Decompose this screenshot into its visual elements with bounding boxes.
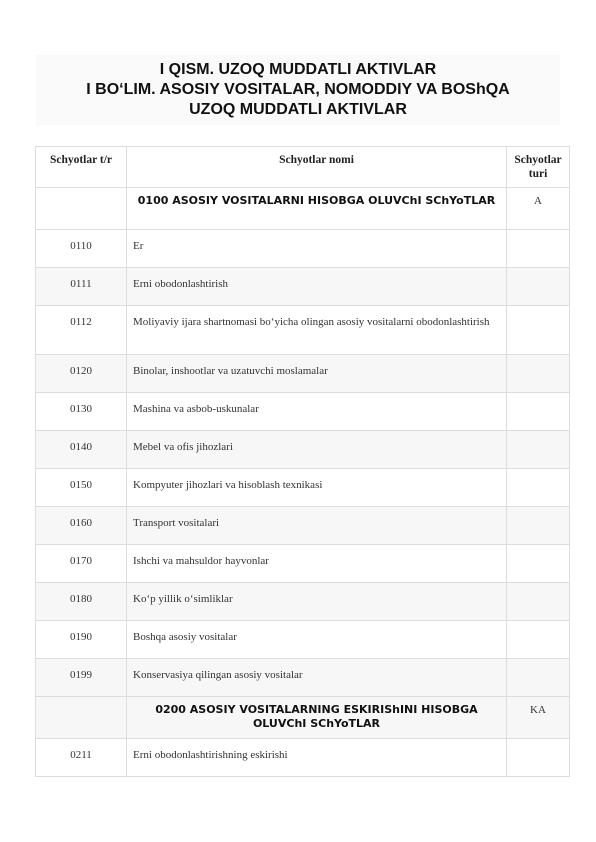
account-name: Erni obodonlashtirishning eskirishi (127, 739, 507, 777)
table-row (36, 545, 570, 583)
account-code: 0180 (36, 583, 127, 621)
account-name: Moliyaviy ijara shartnomasi bo‘yicha olingan asosiy vositalarni obodonlashtirish (127, 306, 507, 355)
account-code: 0110 (36, 230, 127, 268)
table-row (36, 507, 570, 545)
account-type (507, 583, 570, 621)
table-row (36, 621, 570, 659)
table-row (36, 583, 570, 621)
section-type: A (507, 188, 570, 230)
table-row (36, 393, 570, 431)
account-code: 0112 (36, 306, 127, 355)
section-code-cell (36, 188, 127, 230)
account-name: Mashina va asbob-uskunalar (127, 393, 507, 431)
account-name: Er (127, 230, 507, 268)
section-type: KA (507, 697, 570, 739)
column-header-code: Schyotlar t/r (36, 147, 127, 188)
account-code: 0160 (36, 507, 127, 545)
table-row (36, 431, 570, 469)
section-title: 0100 ASOSIY VOSITALARNI HISOBGA OLUVChI SChYoTLAR (127, 188, 507, 230)
account-type (507, 268, 570, 306)
account-type (507, 230, 570, 268)
account-name: Binolar, inshootlar va uzatuvchi moslamalar (127, 355, 507, 393)
account-name: Erni obodonlashtirish (127, 268, 507, 306)
table-row (36, 230, 570, 268)
table-row (36, 306, 570, 355)
account-name: Konservasiya qilingan asosiy vositalar (127, 659, 507, 697)
account-name: Ishchi va mahsuldor hayvonlar (127, 545, 507, 583)
account-name: Boshqa asosiy vositalar (127, 621, 507, 659)
account-type (507, 431, 570, 469)
account-code: 0170 (36, 545, 127, 583)
section-row-0100 (36, 188, 570, 230)
column-header-type: Schyotlar turi (507, 147, 570, 188)
table-header-row (36, 147, 570, 188)
account-type (507, 621, 570, 659)
account-name: Mebel va ofis jihozlari (127, 431, 507, 469)
table-row (36, 659, 570, 697)
account-type (507, 545, 570, 583)
account-code: 0120 (36, 355, 127, 393)
account-code: 0190 (36, 621, 127, 659)
page-title (36, 55, 560, 125)
title-line-1: I QISM. UZOQ MUDDATLI AKTIVLAR (159, 61, 437, 78)
account-type (507, 469, 570, 507)
account-name: Transport vositalari (127, 507, 507, 545)
table-row (36, 268, 570, 306)
account-type (507, 393, 570, 431)
accounts-table (35, 146, 570, 777)
account-code: 0140 (36, 431, 127, 469)
table-row (36, 469, 570, 507)
account-type (507, 306, 570, 355)
section-title: 0200 ASOSIY VOSITALARNING ESKIRIShINI HISOBGA OLUVChI SChYoTLAR (127, 697, 507, 739)
title-line-2: I BO‘LIM. ASOSIY VOSITALAR, NOMODDIY VA BOShQA (86, 81, 510, 98)
column-header-name: Schyotlar nomi (127, 147, 507, 188)
account-code: 0211 (36, 739, 127, 777)
account-name: Kompyuter jihozlari va hisoblash texnikasi (127, 469, 507, 507)
title-line-3: UZOQ MUDDATLI AKTIVLAR (189, 101, 407, 118)
section-row-0200 (36, 697, 570, 739)
account-name: Ko‘p yillik o‘simliklar (127, 583, 507, 621)
table-row (36, 739, 570, 777)
section-code-cell (36, 697, 127, 739)
account-type (507, 659, 570, 697)
account-code: 0199 (36, 659, 127, 697)
account-type (507, 507, 570, 545)
table-row (36, 355, 570, 393)
account-code: 0111 (36, 268, 127, 306)
account-code: 0130 (36, 393, 127, 431)
account-code: 0150 (36, 469, 127, 507)
account-type (507, 355, 570, 393)
account-type (507, 739, 570, 777)
